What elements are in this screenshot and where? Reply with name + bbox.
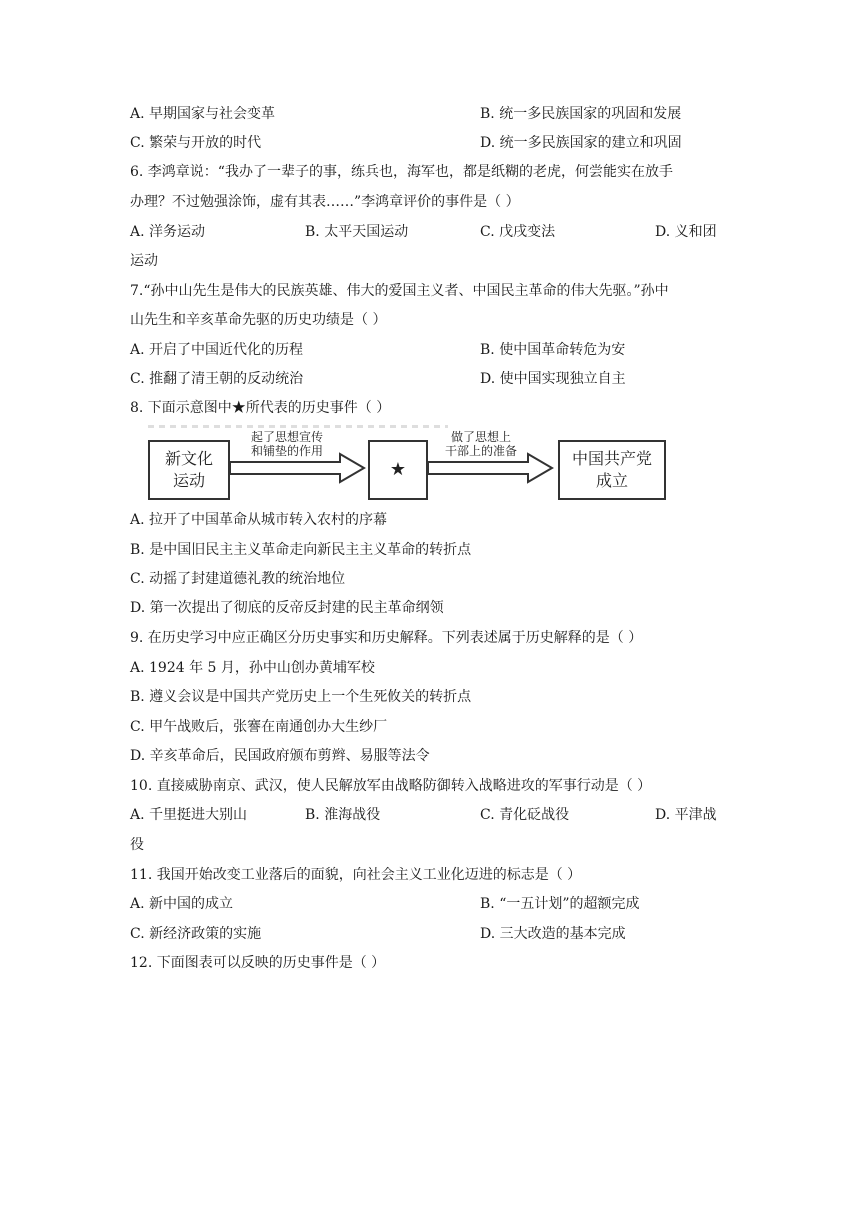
q5-option-d: D. 统一多民族国家的建立和巩固 <box>480 135 682 151</box>
q8-option-b: B. 是中国旧民主主义革命走向新民主主义革命的转折点 <box>130 542 472 558</box>
q8-option-a: A. 拉开了中国革命从城市转入农村的序幕 <box>130 512 388 528</box>
diagram-box3-text: 中国共产党 成立 <box>571 449 652 490</box>
q11-option-d: D. 三大改造的基本完成 <box>480 926 626 942</box>
q8-option-d: D. 第一次提出了彻底的反帝反封建的民主革命纲领 <box>130 600 444 616</box>
q10-option-b: B. 淮海战役 <box>305 807 381 823</box>
q9-option-c: C. 甲午战败后，张謇在南通创办大生纱厂 <box>130 719 388 735</box>
q9-option-d: D. 辛亥革命后，民国政府颁布剪辫、易服等法令 <box>130 748 430 764</box>
diagram-arrow-label-2: 做了思想上 干部上的准备 <box>444 430 517 458</box>
q5-option-b: B. 统一多民族国家的巩固和发展 <box>480 106 682 122</box>
q10-option-c: C. 青化砭战役 <box>480 807 570 823</box>
diagram-box-star <box>368 440 428 500</box>
diagram-box-new-culture-movement <box>148 440 230 500</box>
q11-option-a: A. 新中国的成立 <box>130 896 234 912</box>
scan-artifact <box>148 425 448 428</box>
diagram-arrow-label-1: 起了思想宣传 和铺垫的作用 <box>250 430 323 458</box>
q7-option-d: D. 使中国实现独立自主 <box>480 371 626 387</box>
star-icon: ★ <box>389 459 407 480</box>
diagram-box-cpc-founded <box>558 440 666 500</box>
diagram-box1-text: 新文化 运动 <box>164 449 213 490</box>
q7-option-a: A. 开启了中国近代化的历程 <box>130 342 304 358</box>
q8-diagram <box>148 430 716 504</box>
q9-option-b: B. 遵义会议是中国共产党历史上一个生死攸关的转折点 <box>130 689 472 705</box>
q10-stem: 10. 直接威胁南京、武汉，使人民解放军由战略防御转入战略进攻的军事行动是（ ） <box>130 778 652 794</box>
q11-stem: 11. 我国开始改变工业落后的面貌，向社会主义工业化迈进的标志是（ ） <box>130 867 582 883</box>
q10-option-d-wrap: 役 <box>130 837 144 853</box>
q9-stem: 9. 在历史学习中应正确区分历史事实和历史解释。下列表述属于历史解释的是（ ） <box>130 630 643 646</box>
q7-option-b: B. 使中国革命转危为安 <box>480 342 626 358</box>
q11-option-c: C. 新经济政策的实施 <box>130 926 262 942</box>
q5-option-c: C. 繁荣与开放的时代 <box>130 135 262 151</box>
q12-stem: 12. 下面图表可以反映的历史事件是（ ） <box>130 955 386 971</box>
q6-option-c: C. 戊戌变法 <box>480 224 556 240</box>
q10-option-d: D. 平津战 <box>655 807 717 823</box>
q7-stem-line1: 7.“孙中山先生是伟大的民族英雄、伟大的爱国主义者、中国民主革命的伟大先驱。”孙中 <box>130 283 669 299</box>
q6-stem-line1: 6. 李鸿章说：“我办了一辈子的事，练兵也，海军也，都是纸糊的老虎，何尝能实在放手 <box>130 164 673 180</box>
q6-option-b: B. 太平天国运动 <box>305 224 409 240</box>
q7-stem-line2: 山先生和辛亥革命先驱的历史功绩是（ ） <box>130 312 387 328</box>
q10-option-a: A. 千里挺进大别山 <box>130 807 248 823</box>
q5-option-a: A. 早期国家与社会变革 <box>130 106 276 122</box>
q6-stem-line2: 办理？不过勉强涂饰，虚有其表……”李鸿章评价的事件是（ ） <box>130 194 520 210</box>
q7-option-c: C. 推翻了清王朝的反动统治 <box>130 371 304 387</box>
q6-option-d: D. 义和团 <box>655 224 717 240</box>
q11-option-b: B. “一五计划”的超额完成 <box>480 896 640 912</box>
q8-option-c: C. 动摇了封建道德礼教的统治地位 <box>130 571 346 587</box>
q6-option-d-wrap: 运动 <box>130 253 158 269</box>
q6-option-a: A. 洋务运动 <box>130 224 206 240</box>
q9-option-a: A. 1924 年 5 月，孙中山创办黄埔军校 <box>130 660 375 676</box>
q8-stem: 8. 下面示意图中★所代表的历史事件（ ） <box>130 400 391 416</box>
